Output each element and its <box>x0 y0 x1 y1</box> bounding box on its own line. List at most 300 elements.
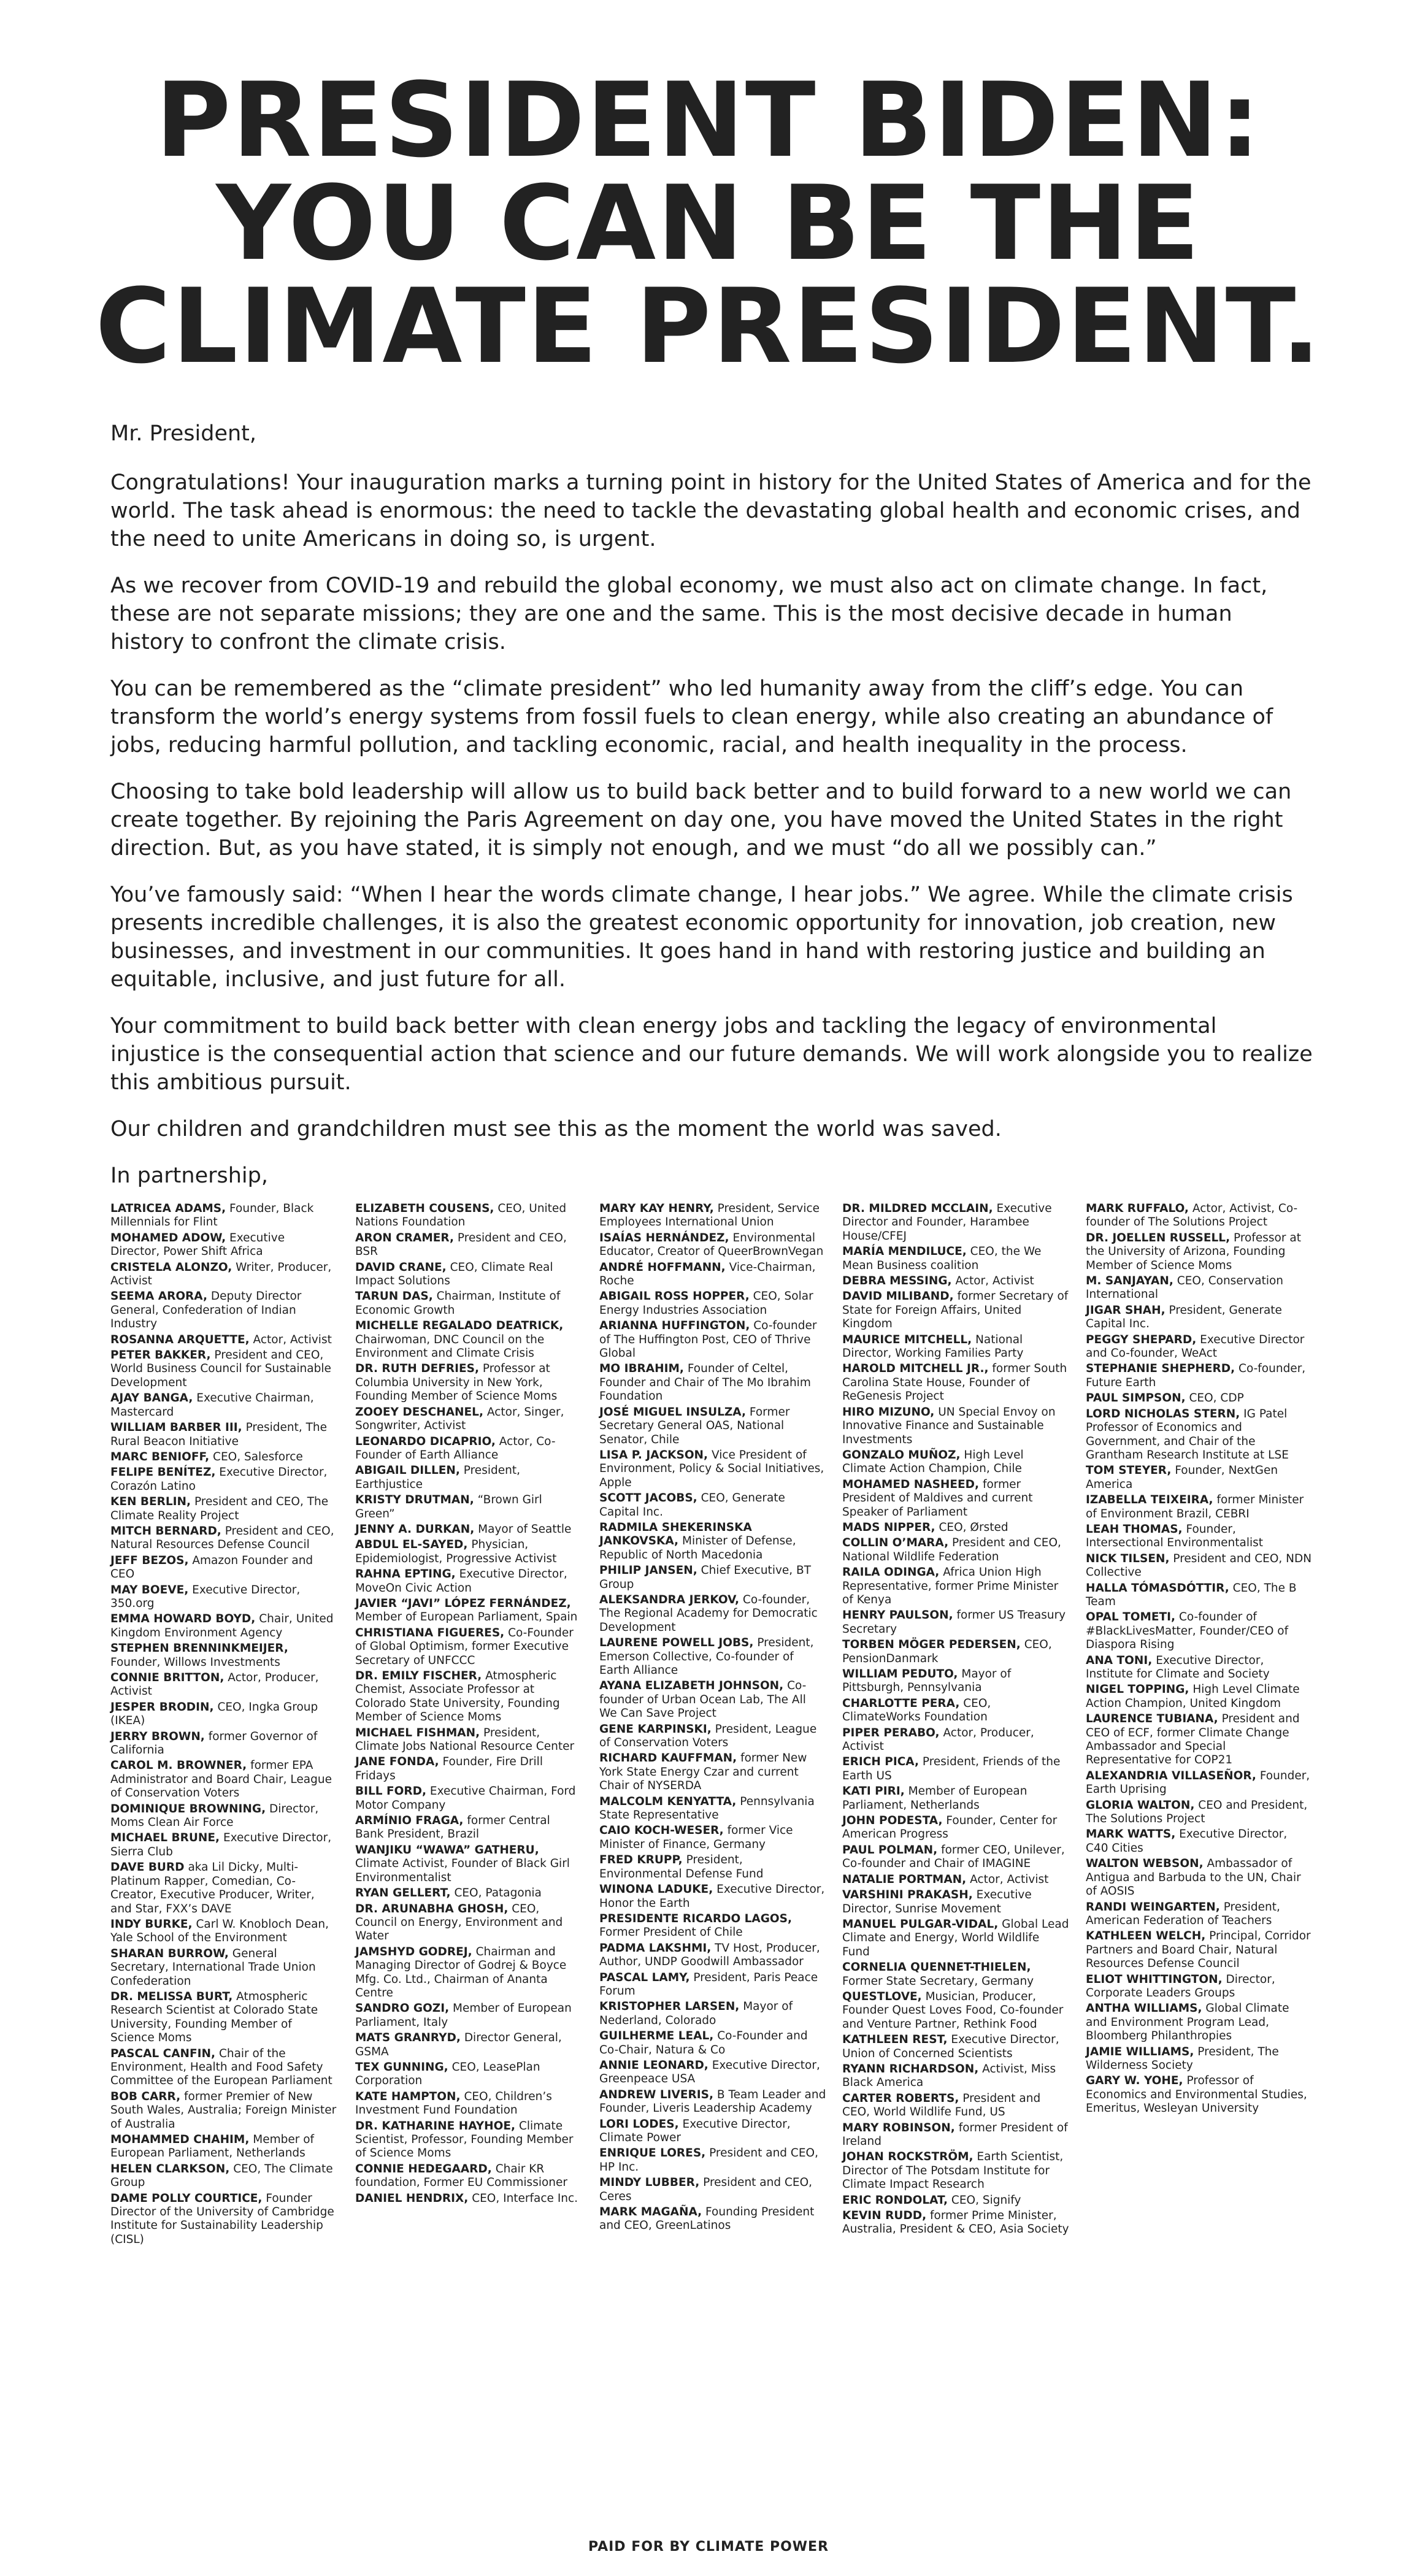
signatory-name: MOHAMED NASHEED, <box>842 1478 980 1491</box>
signatory-title: Co-founder, The Regional Academy for Democratic Development <box>599 1593 818 1634</box>
signatory-name: PEGGY SHEPARD, <box>1086 1333 1197 1346</box>
signatory-entry <box>110 1466 337 1493</box>
signatory-entry <box>1086 1232 1313 1273</box>
signatory-name: ROSANNA ARQUETTE, <box>110 1333 250 1346</box>
signatory-title: Executive Director, Climate Power <box>599 2117 791 2144</box>
signatory-entry <box>842 1333 1069 1361</box>
signatory-name: MICHAEL FISHMAN, <box>355 1726 480 1739</box>
signatory-name: RAHNA EPTING, <box>355 1568 456 1581</box>
signatory-title: President and CEO, National Wildlife Federation <box>842 1536 1061 1563</box>
signatory-name: GARY W. YOHE, <box>1086 2074 1183 2088</box>
signatory-entry <box>1086 1408 1313 1463</box>
signatory-name: MALCOLM KENYATTA, <box>599 1795 737 1808</box>
signatory-name: KATHLEEN WELCH, <box>1086 1930 1206 1943</box>
signatory-title: Executive Director, Power Shift Africa <box>110 1231 285 1259</box>
signatory-entry <box>110 1261 337 1289</box>
signatory-name: MICHAEL BRUNE, <box>110 1831 220 1845</box>
signatory-title: President and CEO, HP Inc. <box>599 2147 818 2174</box>
signatory-entry <box>110 1392 337 1419</box>
signatory-entry <box>110 1612 337 1640</box>
signatory-title: Member of European Parliament, Spain <box>355 1611 578 1624</box>
signatory-name: DR. MILDRED MCCLAIN, <box>842 1202 993 1215</box>
signatory-name: MOHAMMED CHAHIM, <box>110 2133 250 2146</box>
signatory-title: Global Lead Climate and Energy, World Wildlife Fund <box>842 1917 1069 1958</box>
signatory-title: Professor of Economics and Environmental Studies, Emeritus, Wesleyan University <box>1086 2074 1307 2115</box>
signatory-entry <box>599 1449 826 1490</box>
signatory-entry <box>110 1290 337 1331</box>
signatory-entry <box>599 1752 826 1793</box>
signatory-entry <box>599 2059 826 2087</box>
signatory-name: PHILIP JANSEN, <box>599 1564 697 1577</box>
signatory-list <box>110 1202 1313 2472</box>
signatory-title: High Level Climate Action Champion, Chile <box>842 1448 1024 1476</box>
signatory-title: former EPA Administrator and Board Chair, League of Conservation Voters <box>110 1759 332 1800</box>
signatory-name: MOHAMED ADOW, <box>110 1231 226 1244</box>
signatory-name: TEX GUNNING, <box>355 2060 448 2074</box>
letter-body <box>110 420 1313 1208</box>
signatory-entry <box>599 1290 826 1317</box>
signatory-title: Director General, GSMA <box>355 2031 562 2058</box>
signatory-name: WALTON WEBSON, <box>1086 1857 1204 1871</box>
signatory-title: President, Earthjustice <box>355 1464 520 1491</box>
signatory-name: NATALIE PORTMAN, <box>842 1873 967 1886</box>
signatory-name: KRISTY DRUTMAN, <box>355 1493 474 1507</box>
signatory-title: Minister of Defense, Republic of North Macedonia <box>599 1535 796 1562</box>
signatory-name: JOHAN ROCKSTRÖM, <box>842 2150 973 2164</box>
signatory-name: ABIGAIL ROSS HOPPER, <box>599 1290 750 1303</box>
closing: In partnership, <box>110 1163 268 1188</box>
signatory-entry <box>1086 1202 1313 1230</box>
signatory-title: CEO, Solar Energy Industries Association <box>599 1290 813 1317</box>
signatory-name: LEONARDO DICAPRIO, <box>355 1435 496 1448</box>
signatory-title: former President of Maldives and current Speaker of Parliament <box>842 1478 1033 1519</box>
signatory-entry <box>1086 1523 1313 1551</box>
signatory-entry <box>110 1947 337 1988</box>
signatory-name: IZABELLA TEIXEIRA, <box>1086 1493 1213 1507</box>
signatory-entry <box>599 1202 826 1230</box>
signatory-name: GONZALO MUÑOZ, <box>842 1448 961 1462</box>
paragraph-4: Choosing to take bold leadership will allow us to build back better and to build forward to a new world we can create together. By rejoining the Paris Agreement on day one, you have moved the United States in the right direction. But, as you have stated, it is simply not enough, and we must “do all we possibly can.” <box>110 780 1292 861</box>
signatory-title: Former Secretary General OAS, National Senator, Chile <box>599 1405 790 1446</box>
signatory-entry <box>599 1406 826 1447</box>
signatory-entry <box>599 1971 826 1999</box>
signatory-entry <box>355 1844 582 1885</box>
signatory-title: former Premier of New South Wales, Australia; Foreign Minister of Australia <box>110 2090 337 2131</box>
signatory-name: M. SANJAYAN, <box>1086 1275 1173 1288</box>
signatory-name: DANIEL HENDRIX, <box>355 2191 469 2205</box>
signatory-name: MICHELLE REGALADO DEATRICK, <box>355 1319 564 1333</box>
signatory-entry <box>842 1668 1069 1695</box>
signatory-entry <box>110 2090 337 2131</box>
signatory-title: Actor, Co-Founder of Earth Alliance <box>355 1435 556 1462</box>
signatory-title: Member of European Parliament, Italy <box>355 2002 572 2029</box>
signatory-name: HENRY PAULSON, <box>842 1609 953 1622</box>
signatory-entry <box>842 1566 1069 1607</box>
signatory-name: CORNELIA QUENNET-THIELEN, <box>842 1961 1031 1974</box>
signatory-title: Co-Founder of Global Optimism, former Executive Secretary of UNFCCC <box>355 1626 574 1667</box>
signatory-title: Deputy Director General, Confederation of Indian Industry <box>110 1290 302 1331</box>
signatory-title: B Team Leader and Founder, Liveris Leadership Academy <box>599 2088 826 2115</box>
signatory-entry <box>842 1918 1069 1959</box>
signatory-name: MAY BOEVE, <box>110 1583 189 1597</box>
signatory-entry <box>355 1538 582 1566</box>
signatory-entry <box>110 1759 337 1800</box>
signatory-entry <box>355 2090 582 2118</box>
signatory-title: President and CEO, Ceres <box>599 2176 813 2203</box>
signatory-title: UN Special Envoy on Innovative Finance and Sustainable Investments <box>842 1405 1056 1446</box>
signatory-entry <box>110 1333 337 1347</box>
signatory-name: ALEXANDRIA VILLASEÑOR, <box>1086 1769 1256 1782</box>
signatory-title: Africa Union High Representative, former Prime Minister of Kenya <box>842 1566 1059 1606</box>
signatory-entry <box>842 1697 1069 1725</box>
signatory-entry <box>1086 2074 1313 2115</box>
signatory-title: Chair of the Environment, Health and Food Safety Committee of the European Parliament <box>110 2047 332 2088</box>
signatory-title: Founder, Willows Investments <box>110 1655 280 1669</box>
signatory-name: PASCAL LAMY, <box>599 1971 690 1984</box>
signatory-entry <box>1086 1930 1313 1971</box>
signatory-entry <box>599 1593 826 1635</box>
signatory-name: JIGAR SHAH, <box>1086 1303 1165 1317</box>
signatory-title: CEO, Salesforce <box>213 1450 303 1463</box>
signatory-title: Professor at Columbia University in New York, Founding Member of Science Moms <box>355 1362 558 1403</box>
signatory-title: Executive Director, Sunrise Movement <box>842 1888 1032 1915</box>
signatory-name: RYANN RICHARDSON, <box>842 2062 979 2076</box>
signatory-entry <box>599 1232 826 1259</box>
signatory-title: President, Paris Peace Forum <box>599 1971 818 1998</box>
signatory-title: President and CEO, NDN Collective <box>1086 1552 1312 1579</box>
signatory-name: JANE FONDA, <box>355 1755 439 1769</box>
signatory-name: DR. EMILY FISCHER, <box>355 1669 482 1682</box>
signatory-entry <box>110 1803 337 1830</box>
signatory-entry <box>599 1795 826 1823</box>
signatory-title: Executive Director, Union of Concerned Scientists <box>842 2033 1059 2060</box>
signatory-entry <box>355 1435 582 1463</box>
signatory-title: Actor, Activist <box>253 1333 332 1346</box>
signatory-title: President, The Rural Beacon Initiative <box>110 1421 328 1448</box>
signatory-title: President, American Federation of Teachers <box>1086 1900 1280 1927</box>
signatory-title: President, Climate Jobs National Resource Center <box>355 1726 575 1754</box>
signatory-name: KATHLEEN REST, <box>842 2033 948 2047</box>
signatory-title: Physician, Epidemiologist, Progressive Activist <box>355 1538 557 1565</box>
signatory-entry <box>1086 1333 1313 1361</box>
signatory-title: former CEO, Unilever, Co-founder and Chair of IMAGINE <box>842 1843 1065 1871</box>
signatory-title: President, Friends of the Earth US <box>842 1755 1061 1782</box>
signatory-name: LATRICEA ADAMS, <box>110 1202 226 1215</box>
signatory-name: HALLA TÓMASDÓTTIR, <box>1086 1581 1229 1595</box>
signatory-entry <box>355 1627 582 1668</box>
signatory-title: President, League of Conservation Voters <box>599 1722 817 1750</box>
signatory-name: DAVID MILIBAND, <box>842 1290 954 1303</box>
signatory-entry <box>842 1873 1069 1887</box>
signatory-entry <box>599 1564 826 1592</box>
paid-for-by-disclaimer: PAID FOR BY CLIMATE POWER <box>588 2539 829 2555</box>
signatory-name: BOB CARR, <box>110 2090 181 2103</box>
signatory-entry <box>599 1362 826 1403</box>
signatory-name: ANTHA WILLIAMS, <box>1086 2002 1202 2015</box>
signatory-name: GUILHERME LEAL, <box>599 2030 714 2043</box>
signatory-name: VARSHINI PRAKASH, <box>842 1888 973 1902</box>
signatory-entry <box>355 1523 582 1536</box>
signatory-name: COLLIN O’MARA, <box>842 1536 949 1550</box>
signatory-title: Executive Director, Sierra Club <box>110 1831 332 1858</box>
signatory-entry <box>355 1597 582 1625</box>
signatory-entry <box>355 1887 582 1900</box>
signatory-name: JAVIER “JAVI” LÓPEZ FERNÁNDEZ, <box>355 1597 571 1610</box>
signatory-entry <box>1086 1464 1313 1492</box>
signatory-title: Executive Director and Co-founder, WeAct <box>1086 1333 1305 1360</box>
signatory-title: Chief Executive, BT Group <box>599 1564 812 1591</box>
signatory-title: Member of European Parliament, Netherlands <box>110 2133 315 2160</box>
signatory-title: President and CEO, Natural Resources Defense Council <box>110 1524 334 1552</box>
signatory-entry <box>1086 1828 1313 1855</box>
signatory-entry <box>842 1245 1069 1273</box>
signatory-entry <box>355 2192 582 2206</box>
signatory-title: Ambassador of Antigua and Barbuda to the UN, Chair of AOSIS <box>1086 1857 1301 1898</box>
signatory-entry <box>355 1406 582 1433</box>
signatory-name: SEEMA ARORA, <box>110 1290 207 1303</box>
signatory-name: LORD NICHOLAS STERN, <box>1086 1407 1240 1420</box>
signatory-entry <box>842 1961 1069 1988</box>
signatory-name: MITCH BERNARD, <box>110 1524 221 1538</box>
signatory-title: Mayor of Seattle <box>478 1522 572 1536</box>
signatory-entry <box>599 2176 826 2204</box>
signatory-entry <box>1086 1973 1313 2001</box>
signatory-name: CAIO KOCH-WESER, <box>599 1824 724 1838</box>
signatory-name: ANDRÉ HOFFMANN, <box>599 1260 726 1274</box>
signatory-name: RYAN GELLERT, <box>355 1887 451 1900</box>
signatory-title: Actor, Producer, Activist <box>842 1726 1034 1754</box>
signatory-name: MARC BENIOFF, <box>110 1450 210 1463</box>
signatory-name: PIPER PERABO, <box>842 1726 940 1739</box>
signatory-name: LAURENCE TUBIANA, <box>1086 1712 1218 1726</box>
signatory-title: former Minister of Environment Brazil, CEBRI <box>1086 1493 1304 1520</box>
signatory-entry <box>110 1642 337 1669</box>
signatory-entry <box>1086 1304 1313 1332</box>
signatory-name: LEAH THOMAS, <box>1086 1522 1183 1536</box>
signatory-name: STEPHEN BRENNINKMEIJER, <box>110 1642 288 1655</box>
signatory-name: ZOOEY DESCHANEL, <box>355 1405 483 1419</box>
signatory-entry <box>355 1903 582 1944</box>
signatory-entry <box>1086 1712 1313 1768</box>
signatory-name: HIRO MIZUNO, <box>842 1405 935 1419</box>
signatory-title: Actor, Singer, Songwriter, Activist <box>355 1405 564 1433</box>
signatory-name: ANDREW LIVERIS, <box>599 2088 713 2101</box>
signatory-title: former Secretary of State for Foreign Affairs, United Kingdom <box>842 1290 1069 1331</box>
signatory-name: CARTER ROBERTS, <box>842 2091 959 2105</box>
headline <box>0 60 1417 386</box>
signatory-name: PASCAL CANFIN, <box>110 2047 216 2060</box>
signatory-title: High Level Climate Action Champion, United Kingdom <box>1086 1683 1300 1710</box>
signatory-title: Executive Director, Corazón Latino <box>110 1466 328 1493</box>
signatory-title: Founder, Center for American Progress <box>842 1814 1058 1841</box>
signatory-entry <box>842 1290 1069 1331</box>
signatory-name: KATE HAMPTON, <box>355 2090 461 2103</box>
signatory-entry <box>110 1451 337 1464</box>
signatory-entry <box>355 1727 582 1754</box>
signatory-name: STEPHANIE SHEPHERD, <box>1086 1362 1235 1376</box>
paragraph-3: You can be remembered as the “climate president” who led humanity away from the cliff’s edge. You can transform the world’s energy systems from fossil fuels to clean energy, while also creating an abundance of jobs, reducing harmful pollution, and tackling economic, racial, and health inequality in the process. <box>110 677 1273 757</box>
signatory-name: ABDUL EL-SAYED, <box>355 1538 468 1552</box>
signatory-title: former Vice Minister of Finance, Germany <box>599 1824 793 1851</box>
signatory-title: Activist, Miss Black America <box>842 2062 1056 2090</box>
signatory-entry <box>599 1824 826 1852</box>
signatory-title: President and CEO, World Wildlife Fund, US <box>842 2091 1041 2119</box>
signatory-name: KEVIN RUDD, <box>842 2209 927 2223</box>
signatory-name: KATI PIRI, <box>842 1785 905 1798</box>
signatory-entry <box>1086 1493 1313 1521</box>
signatory-entry <box>599 1319 826 1360</box>
signatory-entry <box>1086 1392 1313 1405</box>
signatory-entry <box>110 1554 337 1582</box>
signatory-name: ELIOT WHITTINGTON, <box>1086 1972 1223 1986</box>
signatory-title: Actor, Activist <box>970 1873 1049 1886</box>
signatory-name: CHRISTIANA FIGUERES, <box>355 1626 505 1639</box>
signatory-entry <box>1086 1275 1313 1302</box>
signatory-entry <box>110 1584 337 1611</box>
signatory-name: AYANA ELIZABETH JOHNSON, <box>599 1679 784 1693</box>
signatory-entry <box>842 2209 1069 2237</box>
signatory-name: MARY KAY HENRY, <box>599 1202 714 1215</box>
headline-line-2: YOU CAN BE THE <box>216 163 1201 283</box>
signatory-name: INDY BURKE, <box>110 1917 193 1931</box>
signatory-entry <box>1086 2002 1313 2043</box>
signatory-name: LAURENE POWELL JOBS, <box>599 1636 754 1650</box>
signatory-entry <box>355 1290 582 1317</box>
signatory-entry <box>110 1671 337 1699</box>
signatory-name: HAROLD MITCHELL JR., <box>842 1362 989 1376</box>
signatory-entry <box>842 1727 1069 1754</box>
signatory-entry <box>1086 1683 1313 1711</box>
signatory-name: KRISTOPHER LARSEN, <box>599 2000 740 2014</box>
signatory-title: CEO, Patagonia <box>454 1887 542 1900</box>
signatory-entry <box>599 1521 826 1562</box>
signatory-title: TV Host, Producer, Author, UNDP Goodwill Ambassador <box>599 1941 820 1969</box>
signatory-title: Earth Scientist, Director of The Potsdam Institute for Climate Impact Research <box>842 2150 1064 2191</box>
signatory-entry <box>842 2092 1069 2120</box>
signatory-title: Former State Secretary, Germany <box>842 1974 1034 1988</box>
signatory-name: FELIPE BENÍTEZ, <box>110 1466 216 1479</box>
signatory-title: CEO, Climate Real Impact Solutions <box>355 1260 553 1288</box>
signatory-title: Founding President and CEO, GreenLatinos <box>599 2206 815 2233</box>
signatory-name: DR. JOELLEN RUSSELL, <box>1086 1231 1231 1244</box>
signatory-name: ABIGAIL DILLEN, <box>355 1464 460 1478</box>
signatory-title: CEO, Children’s Investment Fund Foundation <box>355 2090 552 2117</box>
signatory-entry <box>355 1568 582 1595</box>
signatory-name: ARON CRAMER, <box>355 1231 455 1244</box>
signatory-entry <box>1086 2045 1313 2073</box>
signatory-title: IG Patel Professor of Economics and Government, and Chair of the Grantham Research Institute at LSE <box>1086 1407 1289 1462</box>
signatory-title: Founder of Celtel, Founder and Chair of The Mo Ibrahim Foundation <box>599 1362 811 1403</box>
signatory-entry <box>110 2047 337 2088</box>
signatory-entry <box>355 1362 582 1403</box>
signatory-name: QUESTLOVE, <box>842 1990 922 2003</box>
signatory-name: RICHARD KAUFFMAN, <box>599 1752 737 1765</box>
signatory-entry <box>355 2163 582 2190</box>
signatory-title: CEO and President, The Solutions Project <box>1086 1798 1308 1826</box>
signatory-title: Chairman, Institute of Economic Growth <box>355 1290 561 1317</box>
signatory-entry <box>1086 1611 1313 1652</box>
signatory-entry <box>599 2000 826 2028</box>
paragraph-2: As we recover from COVID-19 and rebuild the global economy, we must also act on climate change. In fact, these are not separate missions; they are one and the same. This is the most decisive decade in human history to confront the climate crisis. <box>110 573 1268 654</box>
signatory-entry <box>842 1362 1069 1403</box>
signatory-title: Executive Chairman, Mastercard <box>110 1392 314 1419</box>
signatory-name: RADMILA SHEKERINSKA JANKOVSKA, <box>599 1520 752 1548</box>
signatory-title: Chair, United Kingdom Environment Agency <box>110 1612 334 1639</box>
signatory-title: CEO, LeasePlan Corporation <box>355 2060 540 2088</box>
signatory-title: former New York State Energy Czar and current Chair of NYSERDA <box>599 1752 807 1793</box>
signatory-name: WANJIKU “WAWA” GATHERU, <box>355 1843 539 1857</box>
signatory-title: CEO, Generate Capital Inc. <box>599 1492 785 1519</box>
signatory-name: DR. ARUNABHA GHOSH, <box>355 1902 509 1915</box>
signatory-title: Carl W. Knobloch Dean, Yale School of the Environment <box>110 1917 329 1945</box>
signatory-title: Amazon Founder and CEO <box>110 1554 313 1581</box>
signatory-entry <box>599 1492 826 1519</box>
signatory-name: EMMA HOWARD BOYD, <box>110 1612 256 1626</box>
signatory-entry <box>110 1990 337 2045</box>
signatory-name: ALEKSANDRA JERKOV, <box>599 1593 740 1606</box>
signatory-title: Founder, Earth Uprising <box>1086 1769 1310 1796</box>
headline-line-3: CLIMATE PRESIDENT. <box>95 266 1322 386</box>
signatory-entry <box>842 1609 1069 1636</box>
signatory-name: BILL FORD, <box>355 1785 426 1798</box>
signatory-name: CHARLOTTE PERA, <box>842 1696 960 1710</box>
signatory-entry <box>355 2002 582 2030</box>
signatory-entry <box>355 1261 582 1289</box>
signatory-entry <box>355 1493 582 1521</box>
signatory-name: CONNIE HEDEGAARD, <box>355 2162 492 2175</box>
signatory-name: ARMÍNIO FRAGA, <box>355 1814 464 1828</box>
signatory-entry <box>599 1261 826 1289</box>
signatory-entry <box>110 1202 337 1230</box>
signatory-entry <box>842 1785 1069 1812</box>
paragraph-5: You’ve famously said: “When I hear the words climate change, I hear jobs.” We agree. While the climate crisis presents incredible challenges, it is also the greatest economic opportunity for innovation, job creation, new businesses, and investment in our communities. It goes hand in hand with restoring justice and building an equitable, inclusive, and just future for all. <box>110 883 1293 992</box>
signatory-title: Executive Chairman, Ford Motor Company <box>355 1785 576 1812</box>
signatory-column-2 <box>355 1202 582 2207</box>
signatory-title: Pennsylvania State Representative <box>599 1795 815 1822</box>
signatory-name: MARK WATTS, <box>1086 1828 1176 1841</box>
signatory-name: PETER BAKKER, <box>110 1349 211 1362</box>
signatory-column-4 <box>842 1202 1069 2239</box>
signatory-entry <box>842 2063 1069 2090</box>
signatory-entry <box>842 1844 1069 1871</box>
signatory-name: OPAL TOMETI, <box>1086 1611 1176 1624</box>
signatory-entry <box>355 2061 582 2088</box>
signatory-entry <box>1086 1582 1313 1609</box>
signatory-title: Environmental Educator, Creator of QueerBrownVegan <box>599 1231 824 1259</box>
signatory-name: NIGEL TOPPING, <box>1086 1683 1189 1696</box>
signatory-entry <box>110 2163 337 2190</box>
signatory-name: RAILA ODINGA, <box>842 1566 940 1579</box>
salutation: Mr. President, <box>110 421 257 446</box>
signatory-entry <box>842 1814 1069 1842</box>
signatory-title: President and CEO, The Climate Reality Project <box>110 1495 329 1522</box>
paragraph-7: Our children and grandchildren must see this as the moment the world was saved. <box>110 1117 1002 1141</box>
signatory-title: Mayor of Pittsburgh, Pennsylvania <box>842 1668 1012 1695</box>
signatory-title: Director, Corporate Leaders Groups <box>1086 1972 1275 1999</box>
signatory-name: JAMSHYD GODREJ, <box>355 1945 472 1958</box>
signatory-title: President, Generate Capital Inc. <box>1086 1303 1282 1331</box>
signatory-entry <box>842 1449 1069 1476</box>
signatory-name: LORI LODES, <box>599 2117 679 2131</box>
signatory-title: former President of Ireland <box>842 2121 1068 2148</box>
signatory-entry <box>355 1464 582 1492</box>
signatory-entry <box>599 2206 826 2233</box>
signatory-name: GLORIA WALTON, <box>1086 1798 1195 1812</box>
signatory-entry <box>110 1421 337 1449</box>
signatory-title: Executive Director, MoveOn Civic Action <box>355 1568 567 1595</box>
signatory-title: President, Service Employees International Union <box>599 1202 820 1229</box>
signatory-title: aka Lil Dicky, Multi-Platinum Rapper, Comedian, Co-Creator, Executive Producer, Writer, and Star, FXX’s DAVE <box>110 1861 315 1915</box>
